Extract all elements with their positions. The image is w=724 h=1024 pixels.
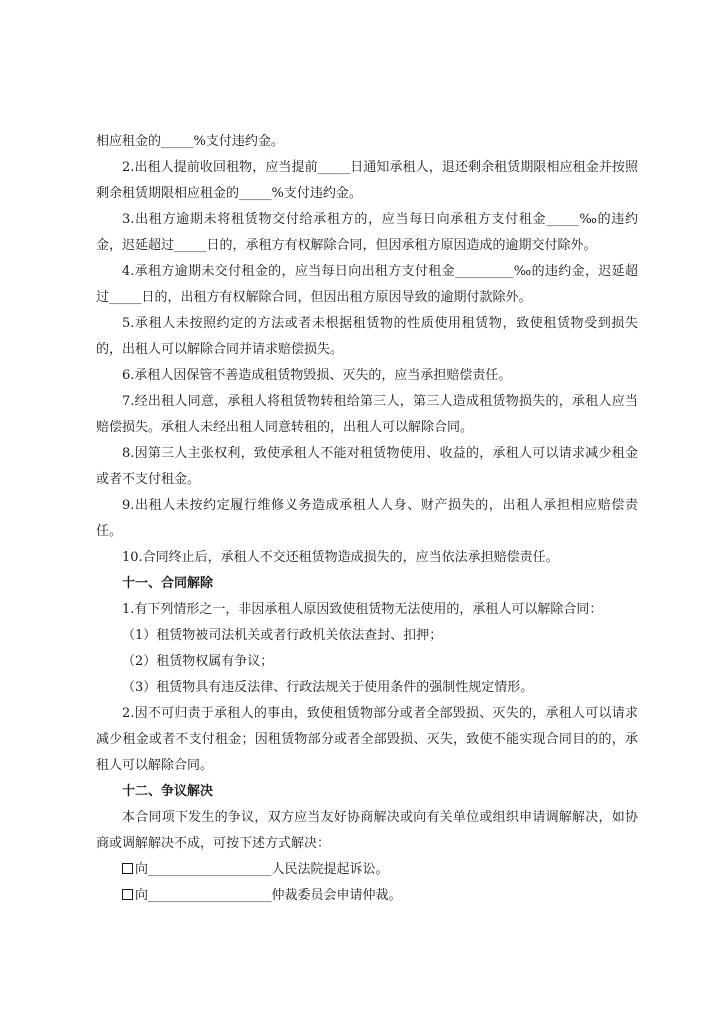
clause-5-improper-use: 5.承租人未按照约定的方法或者未根据租赁物的性质使用租赁物，致使租赁物受到损失的，出租人可以解除合同并请求赔偿损失。 bbox=[96, 316, 638, 357]
clause-11-1-item-1: （1）租赁物被司法机关或者行政机关依法查封、扣押； bbox=[122, 628, 443, 643]
clause-10-termination: 10.合同终止后，承租人不交还租赁物造成损失的，应当依法承担赔偿责任。 bbox=[122, 550, 559, 565]
clause-7-sublease: 7.经出租人同意，承租人将租赁物转租给第三人，第三人造成租赁物损失的，承租人应当赔偿损失。承租人未经出租人同意转租的，出租人可以解除合同。 bbox=[96, 394, 638, 435]
option-arbitration-label: 向___________________仲裁委员会申请仲裁。 bbox=[135, 888, 402, 903]
clause-3-late-delivery: 3.出租方逾期未将租赁物交付给承租方的，应当每日向承租方支付租金_____‰的违约金，迟延超过_____日的，承租方有权解除合同，但因承租方原因造成的逾期交付除外。 bbox=[96, 212, 638, 253]
clause-11-1-item-3: （3）租赁物具有违反法律、行政法规关于使用条件的强制性规定情形。 bbox=[122, 680, 534, 695]
clause-12-1: 本合同项下发生的争议，双方应当友好协商解决或向有关单位或组织申请调解解决，如协商或调解解决不成，可按下述方式解决： bbox=[96, 810, 638, 851]
checkbox-icon[interactable] bbox=[122, 889, 133, 900]
clause-8-third-party-claim: 8.因第三人主张权利，致使承租人不能对租赁物使用、收益的，承租人可以请求减少租金或者不支付租金。 bbox=[96, 446, 638, 487]
clause-11-1-item-2: （2）租赁物权属有争议； bbox=[122, 654, 274, 669]
option-arbitration bbox=[96, 883, 638, 909]
clause-2-early-recovery: 2.出租人提前收回租物，应当提前_____日通知承租人，退还剩余租赁期限相应租金并按照剩余租赁期限相应租金的_____%支付违约金。 bbox=[96, 160, 638, 201]
clause-11-2: 2.因不可归责于承租人的事由，致使租赁物部分或者全部毁损、灭失的，承租人可以请求减少租金或者不支付租金；因租赁物部分或者全部毁损、灭失，致使不能实现合同目的的，承租人可以解除合同。 bbox=[96, 706, 638, 773]
option-court-label: 向___________________人民法院提起诉讼。 bbox=[135, 862, 389, 877]
clause-6-poor-custody: 6.承租人因保管不善造成租赁物毁损、灭失的，应当承担赔偿责任。 bbox=[122, 368, 512, 383]
section-heading-dispute: 十二、争议解决 bbox=[122, 784, 214, 799]
checkbox-icon[interactable] bbox=[122, 863, 133, 874]
paragraph-continuation: 相应租金的_____%支付违约金。 bbox=[96, 134, 284, 149]
document-body bbox=[96, 129, 638, 909]
clause-11-1: 1.有下列情形之一，非因承租人原因致使租赁物无法使用的，承租人可以解除合同： bbox=[122, 602, 603, 617]
section-heading-termination: 十一、合同解除 bbox=[122, 576, 214, 591]
option-court bbox=[96, 857, 638, 883]
clause-9-maintenance: 9.出租人未按约定履行维修义务造成承租人人身、财产损失的，出租人承担相应赔偿责任。 bbox=[96, 498, 638, 539]
clause-4-late-rent: 4.承租方逾期未交付租金的，应当每日向出租方支付租金_________‰的违约金，迟延超过_____日的，出租方有权解除合同，但因出租方原因导致的逾期付款除外。 bbox=[96, 264, 638, 305]
